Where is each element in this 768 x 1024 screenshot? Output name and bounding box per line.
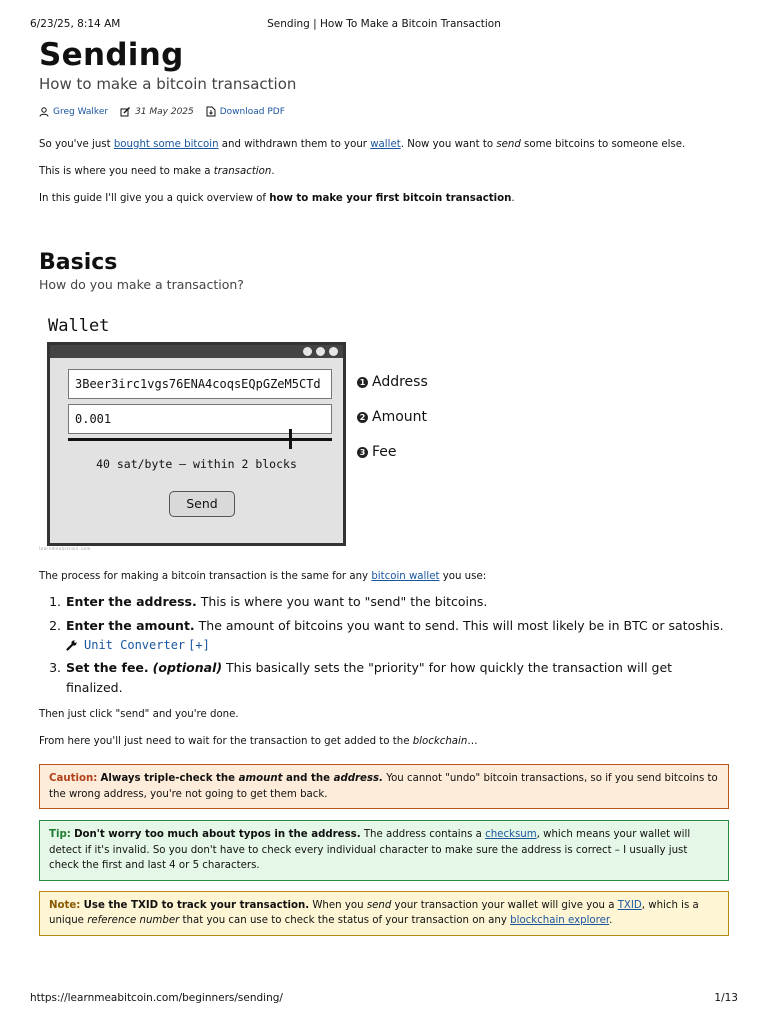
text: … [467,736,478,747]
intro-paragraph-2 [39,165,729,179]
list-item [65,616,729,654]
send-button: Send [169,491,235,517]
emphasis: send [496,139,521,150]
text: . [271,166,275,177]
list-item [65,592,729,612]
author-link[interactable]: Greg Walker [53,106,109,117]
fee-slider-knob [289,429,292,449]
wallet-label: Wallet [48,316,110,336]
image-credit: learnmeabitcoin.com [39,546,91,551]
intro-paragraph-3 [39,192,729,206]
wallet-diagram [39,316,459,554]
text: In this guide I'll give you a quick overview of [39,193,270,204]
optional-tag: (optional) [152,660,223,675]
wallet-link[interactable]: wallet [370,139,401,150]
article-content [39,36,729,936]
checksum-link[interactable]: checksum [485,829,537,840]
callout-number: 1 [357,377,368,388]
text: , which is a unique [49,899,699,926]
basics-heading: Basics [39,250,118,275]
author-meta[interactable] [39,107,108,117]
steps-list [39,592,729,698]
text: This is where you need to make a [39,166,214,177]
txid-link[interactable]: TXID [617,899,642,911]
tip-label: Tip: [49,829,71,840]
download-pdf-link[interactable]: Download PDF [219,106,285,117]
text: So you've just [39,139,114,150]
page-url: https://learnmeabitcoin.com/beginners/sending/ [30,992,283,1004]
list-item [65,658,729,698]
page-title: Sending [39,37,184,73]
step-title: Set the fee. [66,660,149,675]
text: The address contains a [360,829,486,840]
step-title: Enter the address. [66,594,197,609]
note-label: Note: [49,899,81,911]
emphasis: blockchain [412,736,468,747]
text: When you [309,899,367,911]
wait-paragraph [39,735,729,749]
emphasis: transaction [213,166,272,177]
wallet-window [47,342,346,546]
strong-text: Use the TXID to track your transaction. [83,899,310,911]
text: . [609,915,613,926]
text: You cannot "undo" bitcoin transactions, so if you send bitcoins to the wrong address, you're not going to get them back. [49,773,718,800]
callout-label: Fee [372,444,397,460]
text: some bitcoins to someone else. [520,139,686,150]
expand-toggle[interactable]: [+] [188,638,210,652]
callout-number: 3 [357,447,368,458]
page-subtitle: How to make a bitcoin transaction [39,75,297,93]
unit-converter-toggle[interactable] [66,636,729,654]
then-paragraph: Then just click "send" and you're done. [39,709,239,720]
date-meta [120,107,194,117]
text: you use: [439,571,487,582]
pdf-download-icon [206,106,216,117]
bitcoin-wallet-link[interactable]: bitcoin wallet [371,571,440,582]
page-number: 1/13 [714,992,738,1004]
user-icon [39,107,49,117]
fee-text: 40 sat/byte — within 2 blocks [96,457,297,471]
caution-label: Caution: [49,773,98,784]
download-pdf-meta[interactable] [206,106,285,117]
callout-fee [357,444,397,460]
text: that you can use to check the status of your transaction on any [179,915,511,926]
emphasis: amount [238,773,283,784]
fee-slider [68,438,332,441]
print-title: Sending | How To Make a Bitcoin Transaction [267,18,501,30]
process-paragraph [39,570,729,584]
callout-label: Address [372,374,428,390]
text: The process for making a bitcoin transaction is the same for any [39,571,372,582]
caution-box [39,764,729,809]
unit-converter-label[interactable]: Unit Converter [84,638,186,652]
window-dot-icon [329,347,338,356]
strong-text: how to make your first bitcoin transaction [269,193,512,204]
text: . [511,193,515,204]
article-meta [39,106,729,117]
basics-subheading: How do you make a transaction? [39,277,244,292]
step-text: This basically sets the "priority" for how quickly the transaction will get finalized. [66,660,673,695]
address-field: 3Beer3irc1vgs76ENA4coqsEQpGZeM5CTd [68,369,332,399]
strong-text: Don't worry too much about typos in the address. [74,829,361,840]
strong-text: and the [282,773,334,784]
step-text: The amount of bitcoins you want to send. This will most likely be in BTC or satoshis. [194,618,724,633]
edit-icon [120,107,131,117]
callout-address [357,374,428,390]
window-titlebar [50,345,343,358]
emphasis: address. [333,773,383,784]
note-box [39,891,729,936]
callout-amount [357,409,427,425]
text: and withdrawn them to your [218,139,371,150]
step-text: This is where you want to "send" the bitcoins. [196,594,488,609]
text: . Now you want to [400,139,497,150]
print-date: 6/23/25, 8:14 AM [30,18,121,30]
emphasis: send [366,899,392,911]
strong-text: Always triple-check the [100,773,239,784]
blockchain-explorer-link[interactable]: blockchain explorer [510,915,610,926]
step-title: Enter the amount. [66,618,195,633]
callout-number: 2 [357,412,368,423]
window-dot-icon [303,347,312,356]
emphasis: reference number [87,915,180,926]
text: From here you'll just need to wait for the transaction to get added to the [39,736,413,747]
publish-date: 31 May 2025 [135,106,194,117]
tip-box [39,820,729,881]
callout-label: Amount [372,409,428,425]
text: your transaction your wallet will give you a [391,899,618,911]
intro-paragraph-1 [39,138,729,152]
amount-field: 0.001 [68,404,332,434]
window-dot-icon [316,347,325,356]
bought-bitcoin-link[interactable]: bought some bitcoin [113,139,219,150]
wrench-icon [66,639,78,651]
text: , which means your wallet will detect if it's invalid. So you don't have to check every individual character to make sure the address is correct – I usually just check the first and last 4 or 5 characters. [49,829,691,871]
